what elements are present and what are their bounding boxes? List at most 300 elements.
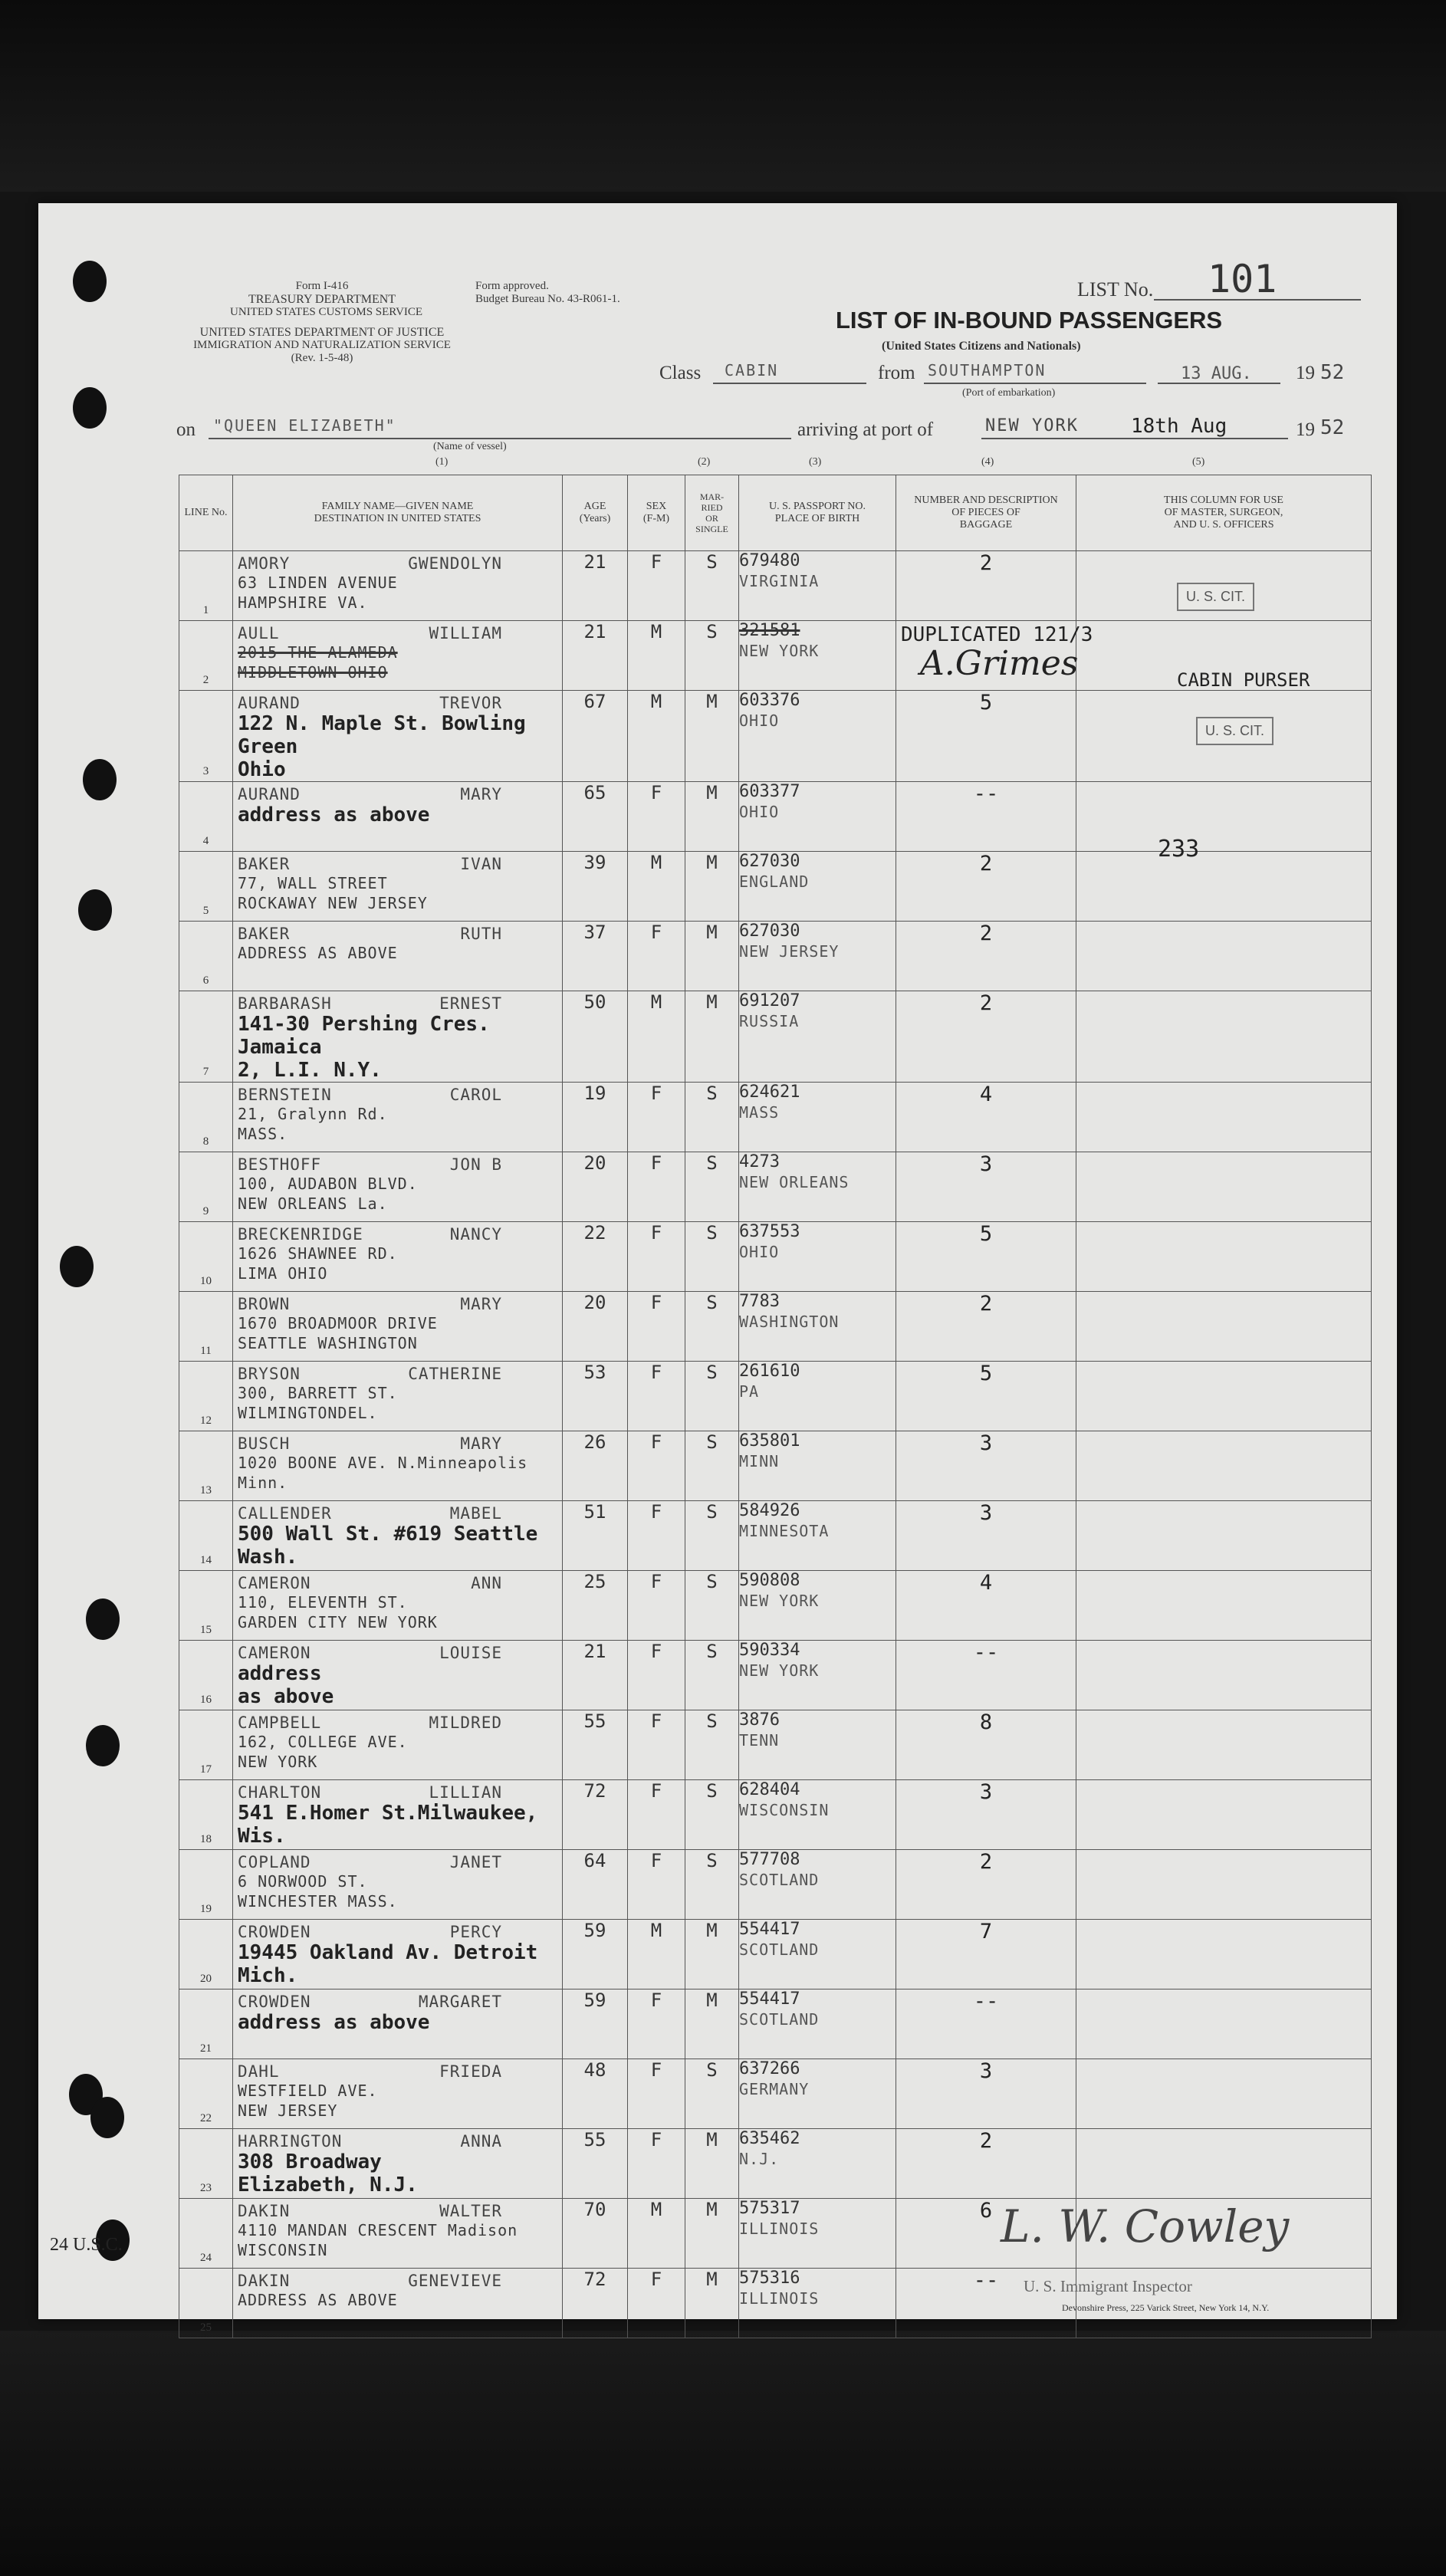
baggage-cell: 2 [896, 1292, 1076, 1362]
baggage-cell: 7 [896, 1920, 1076, 1990]
destination-address: 541 E.Homer St.Milwaukee, Wis. [238, 1802, 538, 1848]
family-name: AURAND [238, 785, 301, 803]
given-name: CATHERINE [408, 1365, 502, 1383]
passport-number: 603376 [739, 691, 800, 710]
destination-address: 300, BARRETT ST. WILMINGTONDEL. [238, 1384, 398, 1422]
passport-cell [739, 1641, 896, 1710]
given-name: RUTH [460, 925, 502, 943]
sex-cell: F [628, 1571, 685, 1641]
officer-use-cell [1076, 1083, 1372, 1152]
place-of-birth: PA [739, 1382, 760, 1401]
baggage-cell: 5 [896, 1222, 1076, 1292]
age-cell: 50 [563, 991, 628, 1083]
line-number: 22 [179, 2059, 233, 2129]
duplicated-note: DUPLICATED 121/3 [901, 623, 1093, 646]
marital-cell: S [685, 1710, 739, 1780]
table-row [179, 1641, 1372, 1710]
col-num-3: (3) [809, 456, 822, 468]
col-header-sex: SEX (F-M) [628, 475, 685, 551]
passport-number: 679480 [739, 551, 800, 570]
given-name: ANN [471, 1574, 502, 1592]
line-number: 14 [179, 1501, 233, 1571]
punch-hole [83, 759, 117, 800]
family-name: DAKIN [238, 2272, 291, 2290]
table-row [179, 1571, 1372, 1641]
sex-cell: F [628, 2059, 685, 2129]
marital-cell: M [685, 691, 739, 782]
given-name: CAROL [449, 1086, 502, 1104]
line-number: 1 [179, 551, 233, 621]
place-of-birth: ILLINOIS [739, 2289, 820, 2308]
place-of-birth: NEW ORLEANS [739, 1173, 850, 1191]
table-row [179, 1152, 1372, 1222]
destination-address: 500 Wall St. #619 Seattle Wash. [238, 1523, 538, 1569]
family-name: BAKER [238, 925, 291, 943]
passenger-name-cell [233, 2199, 563, 2269]
line-number: 9 [179, 1152, 233, 1222]
passport-number: 590334 [739, 1641, 800, 1660]
baggage-cell: 2 [896, 922, 1076, 991]
passport-cell [739, 2199, 896, 2269]
passport-cell [739, 1292, 896, 1362]
passport-cell [739, 1571, 896, 1641]
marital-cell: S [685, 1362, 739, 1431]
age-cell: 22 [563, 1222, 628, 1292]
sex-cell: M [628, 991, 685, 1083]
passport-number: 554417 [739, 1990, 800, 2009]
family-name: AULL [238, 624, 280, 642]
from-value: SOUTHAMPTON [928, 361, 1047, 380]
place-of-birth: ENGLAND [739, 872, 810, 891]
baggage-cell: -- [896, 2269, 1076, 2338]
sex-cell: M [628, 1920, 685, 1990]
passport-number: 603377 [739, 782, 800, 801]
officer-use-cell [1076, 1990, 1372, 2059]
marital-cell: M [685, 1990, 739, 2059]
place-of-birth: N.J. [739, 2150, 780, 2168]
passport-number: 627030 [739, 852, 800, 871]
baggage-cell: 6 [896, 2199, 1076, 2269]
line-number: 18 [179, 1780, 233, 1850]
table-row [179, 1292, 1372, 1362]
place-of-birth: MASS [739, 1103, 780, 1122]
col-header-name: FAMILY NAME—GIVEN NAME DESTINATION IN UNITED STATES [233, 475, 563, 551]
passenger-name-cell [233, 1641, 563, 1710]
passport-cell [739, 782, 896, 852]
ins-service: IMMIGRATION AND NATURALIZATION SERVICE [193, 339, 451, 351]
passport-cell [739, 691, 896, 782]
punch-hole [90, 2097, 124, 2138]
passenger-name-cell [233, 2269, 563, 2338]
officer-use-cell [1076, 1152, 1372, 1222]
passenger-name-cell [233, 1501, 563, 1571]
passport-cell [739, 922, 896, 991]
age-cell: 37 [563, 922, 628, 991]
destination-address: 6 NORWOOD ST. WINCHESTER MASS. [238, 1872, 398, 1911]
arrival-date: 18th Aug [1131, 415, 1227, 438]
baggage-cell: 2 [896, 2129, 1076, 2199]
age-cell: 70 [563, 2199, 628, 2269]
destination-address: WESTFIELD AVE. NEW JERSEY [238, 2082, 378, 2120]
passport-number: 575316 [739, 2269, 800, 2288]
passport-cell [739, 1990, 896, 2059]
given-name: JANET [449, 1853, 502, 1871]
form-id-block [230, 280, 423, 319]
margin-note: 24 U.S.C. [50, 2235, 123, 2255]
age-cell: 64 [563, 1850, 628, 1920]
given-name: MARGARET [418, 1993, 502, 2011]
passenger-table [179, 475, 1372, 2338]
from-label: from [878, 363, 915, 383]
passenger-name-cell [233, 551, 563, 621]
marital-cell: M [685, 852, 739, 922]
line-number: 13 [179, 1431, 233, 1501]
baggage-cell: 3 [896, 1501, 1076, 1571]
passport-cell [739, 1850, 896, 1920]
baggage-cell: -- [896, 782, 1076, 852]
table-header-row [179, 475, 1372, 551]
col-num-1: (1) [435, 456, 449, 468]
place-of-birth: RUSSIA [739, 1012, 800, 1030]
arrival-year: 52 [1320, 416, 1345, 439]
given-name: ANNA [460, 2132, 502, 2150]
passport-number: 627030 [739, 922, 800, 941]
marital-cell: S [685, 1292, 739, 1362]
passenger-name-cell [233, 1222, 563, 1292]
officer-use-cell [1076, 1641, 1372, 1710]
family-name: BUSCH [238, 1434, 291, 1453]
marital-cell: M [685, 782, 739, 852]
destination-address: 1020 BOONE AVE. N.Minneapolis Minn. [238, 1454, 528, 1492]
arriving-label: arriving at port of [797, 419, 934, 440]
passenger-name-cell [233, 1152, 563, 1222]
col-header-passport: U. S. PASSPORT NO. PLACE OF BIRTH [739, 475, 896, 551]
given-name: FRIEDA [439, 2062, 502, 2081]
list-number: 101 [1208, 257, 1277, 301]
given-name: GENEVIEVE [408, 2272, 502, 2290]
age-cell: 20 [563, 1292, 628, 1362]
given-name: GWENDOLYN [408, 554, 502, 573]
depart-date: 13 AUG. [1181, 364, 1252, 383]
passport-cell [739, 551, 896, 621]
age-cell: 39 [563, 852, 628, 922]
place-of-birth: NEW YORK [739, 1592, 820, 1610]
line-number: 6 [179, 922, 233, 991]
given-name: WALTER [439, 2202, 502, 2220]
customs-service: UNITED STATES CUSTOMS SERVICE [230, 306, 423, 318]
baggage-cell: 4 [896, 1083, 1076, 1152]
family-name: BAKER [238, 855, 291, 873]
officer-use-cell [1076, 1292, 1372, 1362]
class-label: Class [659, 363, 702, 383]
table-row [179, 691, 1372, 782]
baggage-cell: 2 [896, 991, 1076, 1083]
officer-use-cell [1076, 922, 1372, 991]
printer-imprint: Devonshire Press, 225 Varick Street, New York 14, N.Y. [1062, 2302, 1270, 2313]
officer-use-cell [1076, 852, 1372, 922]
family-name: BROWN [238, 1295, 291, 1313]
officer-use-cell [1076, 1780, 1372, 1850]
sex-cell: F [628, 2129, 685, 2199]
sex-cell: F [628, 1152, 685, 1222]
table-row [179, 1362, 1372, 1431]
age-cell: 55 [563, 2129, 628, 2199]
col-header-age: AGE (Years) [563, 475, 628, 551]
line-number: 23 [179, 2129, 233, 2199]
family-name: CAMERON [238, 1574, 311, 1592]
baggage-cell: 3 [896, 1431, 1076, 1501]
family-name: BARBARASH [238, 994, 332, 1013]
destination-address: 2015 THE ALAMEDA MIDDLETOWN OHIO [238, 643, 398, 682]
col-header-baggage: NUMBER AND DESCRIPTION OF PIECES OF BAGGAGE [896, 475, 1076, 551]
marital-cell: M [685, 1920, 739, 1990]
place-of-birth: NEW YORK [739, 642, 820, 660]
age-cell: 19 [563, 1083, 628, 1152]
marital-cell: S [685, 2059, 739, 2129]
passport-number: 628404 [739, 1780, 800, 1799]
line-number: 20 [179, 1920, 233, 1990]
table-row [179, 2129, 1372, 2199]
officer-use-cell [1076, 2129, 1372, 2199]
destination-address: 21, Gralynn Rd. MASS. [238, 1105, 388, 1143]
line-number: 5 [179, 852, 233, 922]
place-of-birth: VIRGINIA [739, 572, 820, 590]
table-row [179, 1431, 1372, 1501]
table-row [179, 922, 1372, 991]
destination-address: 100, AUDABON BLVD. NEW ORLEANS La. [238, 1175, 418, 1213]
line-number: 3 [179, 691, 233, 782]
passenger-name-cell [233, 1710, 563, 1780]
destination-address: 1670 BROADMOOR DRIVE SEATTLE WASHINGTON [238, 1314, 438, 1352]
given-name: MARY [460, 1434, 502, 1453]
form-revision: (Rev. 1-5-48) [291, 352, 353, 364]
family-name: CALLENDER [238, 1504, 332, 1523]
destination-address: 63 LINDEN AVENUE HAMPSHIRE VA. [238, 573, 398, 612]
given-name: MARY [460, 785, 502, 803]
marital-cell: S [685, 1780, 739, 1850]
marital-cell: S [685, 1641, 739, 1710]
sex-cell: F [628, 1641, 685, 1710]
baggage-cell: 8 [896, 1710, 1076, 1780]
passenger-name-cell [233, 1431, 563, 1501]
given-name: WILLIAM [429, 624, 502, 642]
passport-number: 4273 [739, 1152, 780, 1171]
line-number: 4 [179, 782, 233, 852]
line-number: 10 [179, 1222, 233, 1292]
passenger-name-cell [233, 1292, 563, 1362]
family-name: DAKIN [238, 2202, 291, 2220]
destination-address: 122 N. Maple St. Bowling Green Ohio [238, 712, 526, 781]
destination-address: address as above [238, 803, 430, 826]
baggage-cell: -- [896, 1990, 1076, 2059]
place-of-birth: OHIO [739, 803, 780, 821]
given-name: LOUISE [439, 1644, 502, 1662]
sex-cell: F [628, 1710, 685, 1780]
manifest-title: LIST OF IN-BOUND PASSENGERS [836, 307, 1223, 334]
passport-number: 3876 [739, 1710, 780, 1730]
given-name: JON B [449, 1155, 502, 1174]
vessel-name: "QUEEN ELIZABETH" [213, 416, 396, 435]
passenger-name-cell [233, 991, 563, 1083]
place-of-birth: MINN [739, 1452, 780, 1470]
age-cell: 72 [563, 1780, 628, 1850]
destination-address: address as above [238, 2011, 430, 2034]
form-number: Form I-416 [295, 280, 349, 292]
destination-address: ADDRESS AS ABOVE [238, 2291, 398, 2309]
destination-address: 77, WALL STREET ROCKAWAY NEW JERSEY [238, 874, 428, 912]
age-cell: 72 [563, 2269, 628, 2338]
family-name: COPLAND [238, 1853, 311, 1871]
marital-cell: S [685, 1083, 739, 1152]
passenger-name-cell [233, 922, 563, 991]
age-cell: 48 [563, 2059, 628, 2129]
inspector-title: U. S. Immigrant Inspector [1024, 2277, 1192, 2295]
col-header-officers: THIS COLUMN FOR USE OF MASTER, SURGEON, AND U. S. OFFICERS [1076, 475, 1372, 551]
sex-cell: F [628, 1780, 685, 1850]
family-name: CROWDEN [238, 1923, 311, 1941]
col-header-line: LINE No. [179, 475, 233, 551]
place-of-birth: WASHINGTON [739, 1313, 840, 1331]
passport-cell [739, 1431, 896, 1501]
passport-cell [739, 1222, 896, 1292]
table-row [179, 1990, 1372, 2059]
line-number: 19 [179, 1850, 233, 1920]
sex-cell: F [628, 1850, 685, 1920]
marital-cell: M [685, 922, 739, 991]
passenger-name-cell [233, 1571, 563, 1641]
table-row [179, 1222, 1372, 1292]
passenger-name-cell [233, 1990, 563, 2059]
col-header-married: MAR- RIED OR SINGLE [685, 475, 739, 551]
us-citizen-stamp: U. S. CIT. [1177, 583, 1254, 611]
class-value: CABIN [725, 361, 779, 380]
passenger-name-cell [233, 1362, 563, 1431]
place-of-birth: NEW YORK [739, 1661, 820, 1680]
line-number: 24 [179, 2199, 233, 2269]
baggage-cell: 3 [896, 1780, 1076, 1850]
baggage-cell: 3 [896, 2059, 1076, 2129]
family-name: BESTHOFF [238, 1155, 322, 1174]
age-cell: 59 [563, 1990, 628, 2059]
passport-cell [739, 2269, 896, 2338]
age-cell: 65 [563, 782, 628, 852]
sex-cell: F [628, 1222, 685, 1292]
passport-number: 637266 [739, 2059, 800, 2078]
col-num-4: (4) [981, 456, 994, 468]
sex-cell: M [628, 852, 685, 922]
marital-cell: M [685, 2129, 739, 2199]
sex-cell: F [628, 1083, 685, 1152]
age-cell: 51 [563, 1501, 628, 1571]
sex-cell: F [628, 1431, 685, 1501]
destination-address: 308 Broadway Elizabeth, N.J. [238, 2150, 418, 2196]
age-cell: 59 [563, 1920, 628, 1990]
place-of-birth: WISCONSIN [739, 1801, 830, 1819]
destination-address: 110, ELEVENTH ST. GARDEN CITY NEW YORK [238, 1593, 438, 1631]
punch-hole [86, 1725, 120, 1766]
sex-cell: M [628, 2199, 685, 2269]
age-cell: 21 [563, 621, 628, 691]
marital-cell: S [685, 551, 739, 621]
age-cell: 25 [563, 1571, 628, 1641]
family-name: BERNSTEIN [238, 1086, 332, 1104]
marital-cell: S [685, 1501, 739, 1571]
place-of-birth: SCOTLAND [739, 1871, 820, 1889]
punch-hole [73, 261, 107, 302]
officer-use-cell [1076, 1710, 1372, 1780]
passport-number: 624621 [739, 1083, 800, 1102]
manifest-subtitle: (United States Citizens and Nationals) [882, 340, 1081, 353]
age-cell: 53 [563, 1362, 628, 1431]
depart-year: 52 [1320, 361, 1345, 384]
purser-title: CABIN PURSER [1177, 669, 1310, 691]
family-name: CHARLTON [238, 1783, 322, 1802]
officer-use-cell [1076, 1501, 1372, 1571]
family-name: CROWDEN [238, 1993, 311, 2011]
sex-cell: F [628, 2269, 685, 2338]
destination-address: 141-30 Pershing Cres. Jamaica 2, L.I. N.Y. [238, 1013, 490, 1082]
passport-number: 261610 [739, 1362, 800, 1381]
passport-cell [739, 1362, 896, 1431]
age-cell: 20 [563, 1152, 628, 1222]
baggage-cell: 4 [896, 1571, 1076, 1641]
budget-bureau: Budget Bureau No. 43-R061-1. [475, 293, 620, 305]
family-name: BRYSON [238, 1365, 301, 1383]
place-of-birth: ILLINOIS [739, 2220, 820, 2238]
officer-use-cell [1076, 1920, 1372, 1990]
line-number: 12 [179, 1362, 233, 1431]
officer-use-cell [1076, 1362, 1372, 1431]
baggage-cell: 3 [896, 1152, 1076, 1222]
passenger-name-cell [233, 1083, 563, 1152]
table-row [179, 1083, 1372, 1152]
given-name: LILLIAN [429, 1783, 502, 1802]
passenger-name-cell [233, 2129, 563, 2199]
approval-line: Form approved. [475, 280, 549, 292]
punch-hole [86, 1598, 120, 1640]
passenger-name-cell [233, 2059, 563, 2129]
age-cell: 55 [563, 1710, 628, 1780]
treasury-dept: TREASURY DEPARTMENT [248, 293, 396, 306]
scan-top-border [0, 0, 1446, 192]
passport-number: 691207 [739, 991, 800, 1010]
sex-cell: F [628, 1292, 685, 1362]
given-name: ERNEST [439, 994, 502, 1013]
given-name: IVAN [460, 855, 502, 873]
officer-use-cell [1076, 2059, 1372, 2129]
sex-cell: M [628, 691, 685, 782]
marital-cell: S [685, 1571, 739, 1641]
line-number: 7 [179, 991, 233, 1083]
marital-cell: S [685, 621, 739, 691]
passport-cell [739, 1501, 896, 1571]
passenger-name-cell [233, 1850, 563, 1920]
passport-cell [739, 1083, 896, 1152]
family-name: DAHL [238, 2062, 280, 2081]
baggage-cell: 5 [896, 1362, 1076, 1431]
form-approval [475, 280, 620, 306]
on-label: on [176, 419, 196, 440]
passenger-name-cell [233, 1780, 563, 1850]
destination-address: 1626 SHAWNEE RD. LIMA OHIO [238, 1244, 398, 1283]
sex-cell: F [628, 551, 685, 621]
passport-cell [739, 1710, 896, 1780]
table-row [179, 1501, 1372, 1571]
age-cell: 26 [563, 1431, 628, 1501]
given-name: TREVOR [439, 694, 502, 712]
place-of-birth: SCOTLAND [739, 1940, 820, 1959]
table-row [179, 2059, 1372, 2129]
